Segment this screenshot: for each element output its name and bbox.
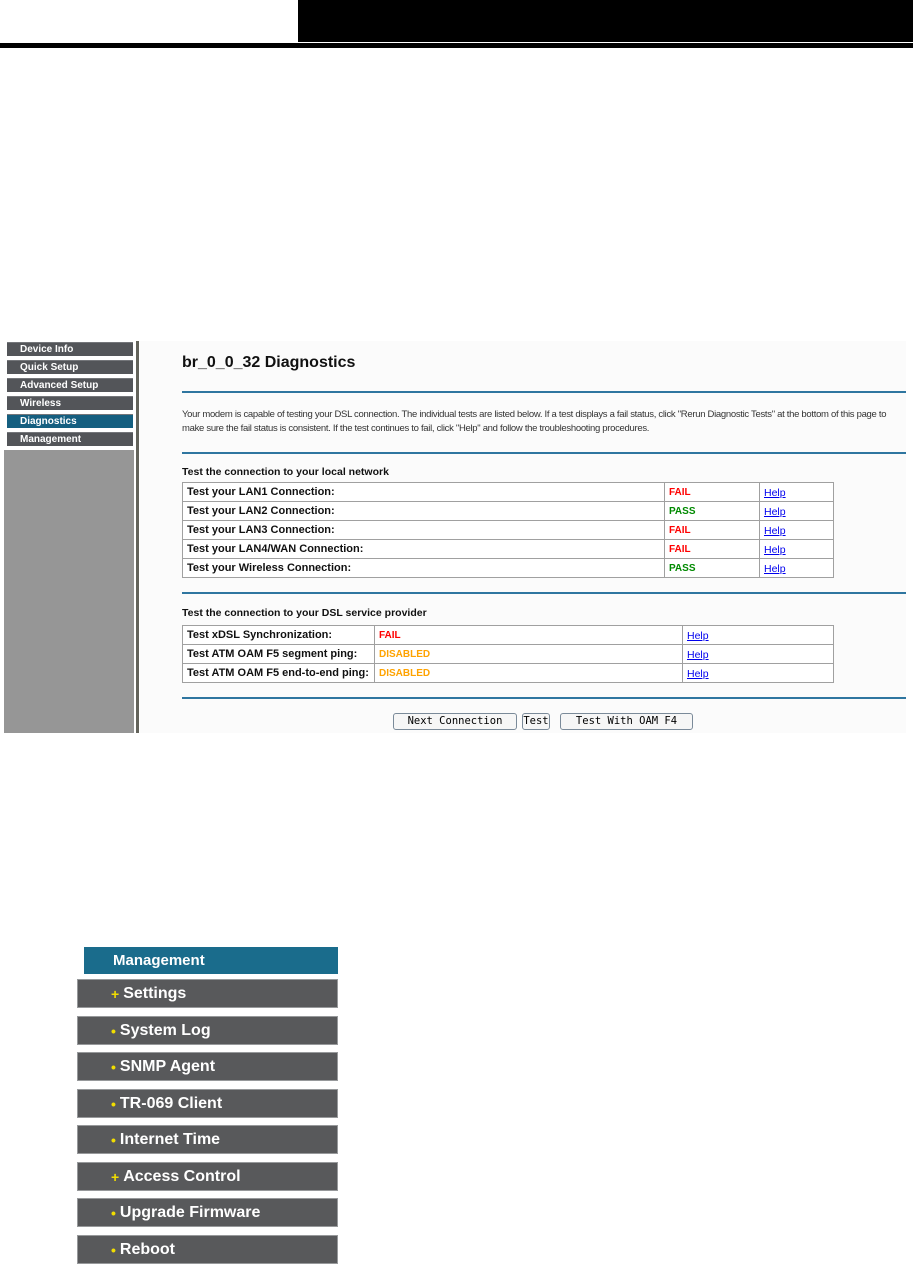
menu-item-label: Access Control bbox=[123, 1167, 241, 1185]
status-badge: FAIL bbox=[665, 540, 760, 559]
sidebar-item-advanced-setup[interactable]: Advanced Setup bbox=[7, 378, 133, 392]
section-heading-local-network: Test the connection to your local network bbox=[182, 466, 389, 478]
help-link[interactable]: Help bbox=[764, 506, 786, 518]
sidebar-item-device-info[interactable]: Device Info bbox=[7, 342, 133, 356]
separator-rule-1 bbox=[182, 391, 906, 393]
menu-item-label: System Log bbox=[119, 1021, 211, 1039]
dsl-provider-table bbox=[182, 625, 834, 683]
separator-rule-2 bbox=[182, 452, 906, 454]
table-row bbox=[183, 664, 834, 683]
menu-item-label: TR-069 Client bbox=[119, 1094, 223, 1112]
status-badge: FAIL bbox=[375, 626, 683, 645]
menu-item-settings[interactable] bbox=[77, 979, 338, 1008]
help-link[interactable]: Help bbox=[764, 487, 786, 499]
page-title: br_0_0_32 Diagnostics bbox=[182, 354, 356, 371]
plus-icon: + bbox=[111, 985, 120, 1002]
row-label: Test your LAN4/WAN Connection: bbox=[183, 540, 665, 559]
local-network-table bbox=[182, 482, 834, 578]
table-row bbox=[183, 645, 834, 664]
row-label: Test your LAN1 Connection: bbox=[183, 483, 665, 502]
bullet-icon: • bbox=[111, 1058, 116, 1075]
table-row bbox=[183, 483, 834, 502]
table-row bbox=[183, 502, 834, 521]
separator-rule-4 bbox=[182, 697, 906, 699]
help-link[interactable]: Help bbox=[687, 649, 709, 661]
status-badge: DISABLED bbox=[375, 664, 683, 683]
row-label: Test xDSL Synchronization: bbox=[183, 626, 375, 645]
bullet-icon: • bbox=[111, 1095, 116, 1112]
menu-item-internet-time[interactable] bbox=[77, 1125, 338, 1154]
management-menu-header[interactable]: Management bbox=[84, 947, 338, 974]
row-label: Test ATM OAM F5 end-to-end ping: bbox=[183, 664, 375, 683]
diagnostics-screenshot bbox=[0, 341, 913, 734]
plus-icon: + bbox=[111, 1168, 120, 1185]
help-link[interactable]: Help bbox=[687, 630, 709, 642]
table-row bbox=[183, 540, 834, 559]
bullet-icon: • bbox=[111, 1022, 116, 1039]
table-row bbox=[183, 559, 834, 578]
menu-item-reboot[interactable] bbox=[77, 1235, 338, 1264]
sidebar-item-management[interactable]: Management bbox=[7, 432, 133, 446]
bullet-icon: • bbox=[111, 1241, 116, 1258]
table-row bbox=[183, 626, 834, 645]
next-connection-button[interactable]: Next Connection bbox=[393, 713, 517, 730]
status-badge: PASS bbox=[665, 502, 760, 521]
help-link[interactable]: Help bbox=[764, 525, 786, 537]
separator-rule-3 bbox=[182, 592, 906, 594]
menu-item-system-log[interactable] bbox=[77, 1016, 338, 1045]
menu-item-label: Settings bbox=[123, 984, 187, 1002]
row-label: Test your LAN3 Connection: bbox=[183, 521, 665, 540]
menu-item-label: Upgrade Firmware bbox=[119, 1203, 261, 1221]
menu-item-label: Internet Time bbox=[119, 1130, 221, 1148]
menu-item-access-control[interactable] bbox=[77, 1162, 338, 1191]
management-menu-screenshot bbox=[77, 946, 339, 1266]
sidebar-item-quick-setup[interactable]: Quick Setup bbox=[7, 360, 133, 374]
row-label: Test ATM OAM F5 segment ping: bbox=[183, 645, 375, 664]
description-text: Your modem is capable of testing your DSL connection. The individual tests are listed below. If a test displays a fail status, click "Rerun Diagnostic Tests" at the bottom of this page to make sure the fail status is consistent. If the test continues to fail, click "Help" and follow the troubleshooting procedures. bbox=[182, 409, 887, 434]
sidebar-item-wireless[interactable]: Wireless bbox=[7, 396, 133, 410]
help-link[interactable]: Help bbox=[764, 563, 786, 575]
bullet-icon: • bbox=[111, 1204, 116, 1221]
row-label: Test your Wireless Connection: bbox=[183, 559, 665, 578]
sidebar-divider bbox=[136, 341, 139, 733]
status-badge: DISABLED bbox=[375, 645, 683, 664]
menu-item-snmp-agent[interactable] bbox=[77, 1052, 338, 1081]
help-link[interactable]: Help bbox=[764, 544, 786, 556]
status-badge: FAIL bbox=[665, 483, 760, 502]
table-row bbox=[183, 521, 834, 540]
status-badge: FAIL bbox=[665, 521, 760, 540]
header-rule bbox=[0, 43, 913, 48]
test-button[interactable]: Test bbox=[522, 713, 550, 730]
menu-item-upgrade-firmware[interactable] bbox=[77, 1198, 338, 1227]
test-with-oam-f4-button[interactable]: Test With OAM F4 bbox=[560, 713, 693, 730]
menu-item-label: Reboot bbox=[119, 1240, 176, 1258]
menu-item-tr069-client[interactable] bbox=[77, 1089, 338, 1118]
sidebar-item-diagnostics[interactable]: Diagnostics bbox=[7, 414, 133, 428]
help-link[interactable]: Help bbox=[687, 668, 709, 680]
status-badge: PASS bbox=[665, 559, 760, 578]
menu-item-label: SNMP Agent bbox=[119, 1057, 216, 1075]
section-heading-dsl-provider: Test the connection to your DSL service provider bbox=[182, 607, 427, 619]
sidebar-empty bbox=[4, 450, 134, 733]
bullet-icon: • bbox=[111, 1131, 116, 1148]
row-label: Test your LAN2 Connection: bbox=[183, 502, 665, 521]
header-bar bbox=[298, 0, 913, 42]
